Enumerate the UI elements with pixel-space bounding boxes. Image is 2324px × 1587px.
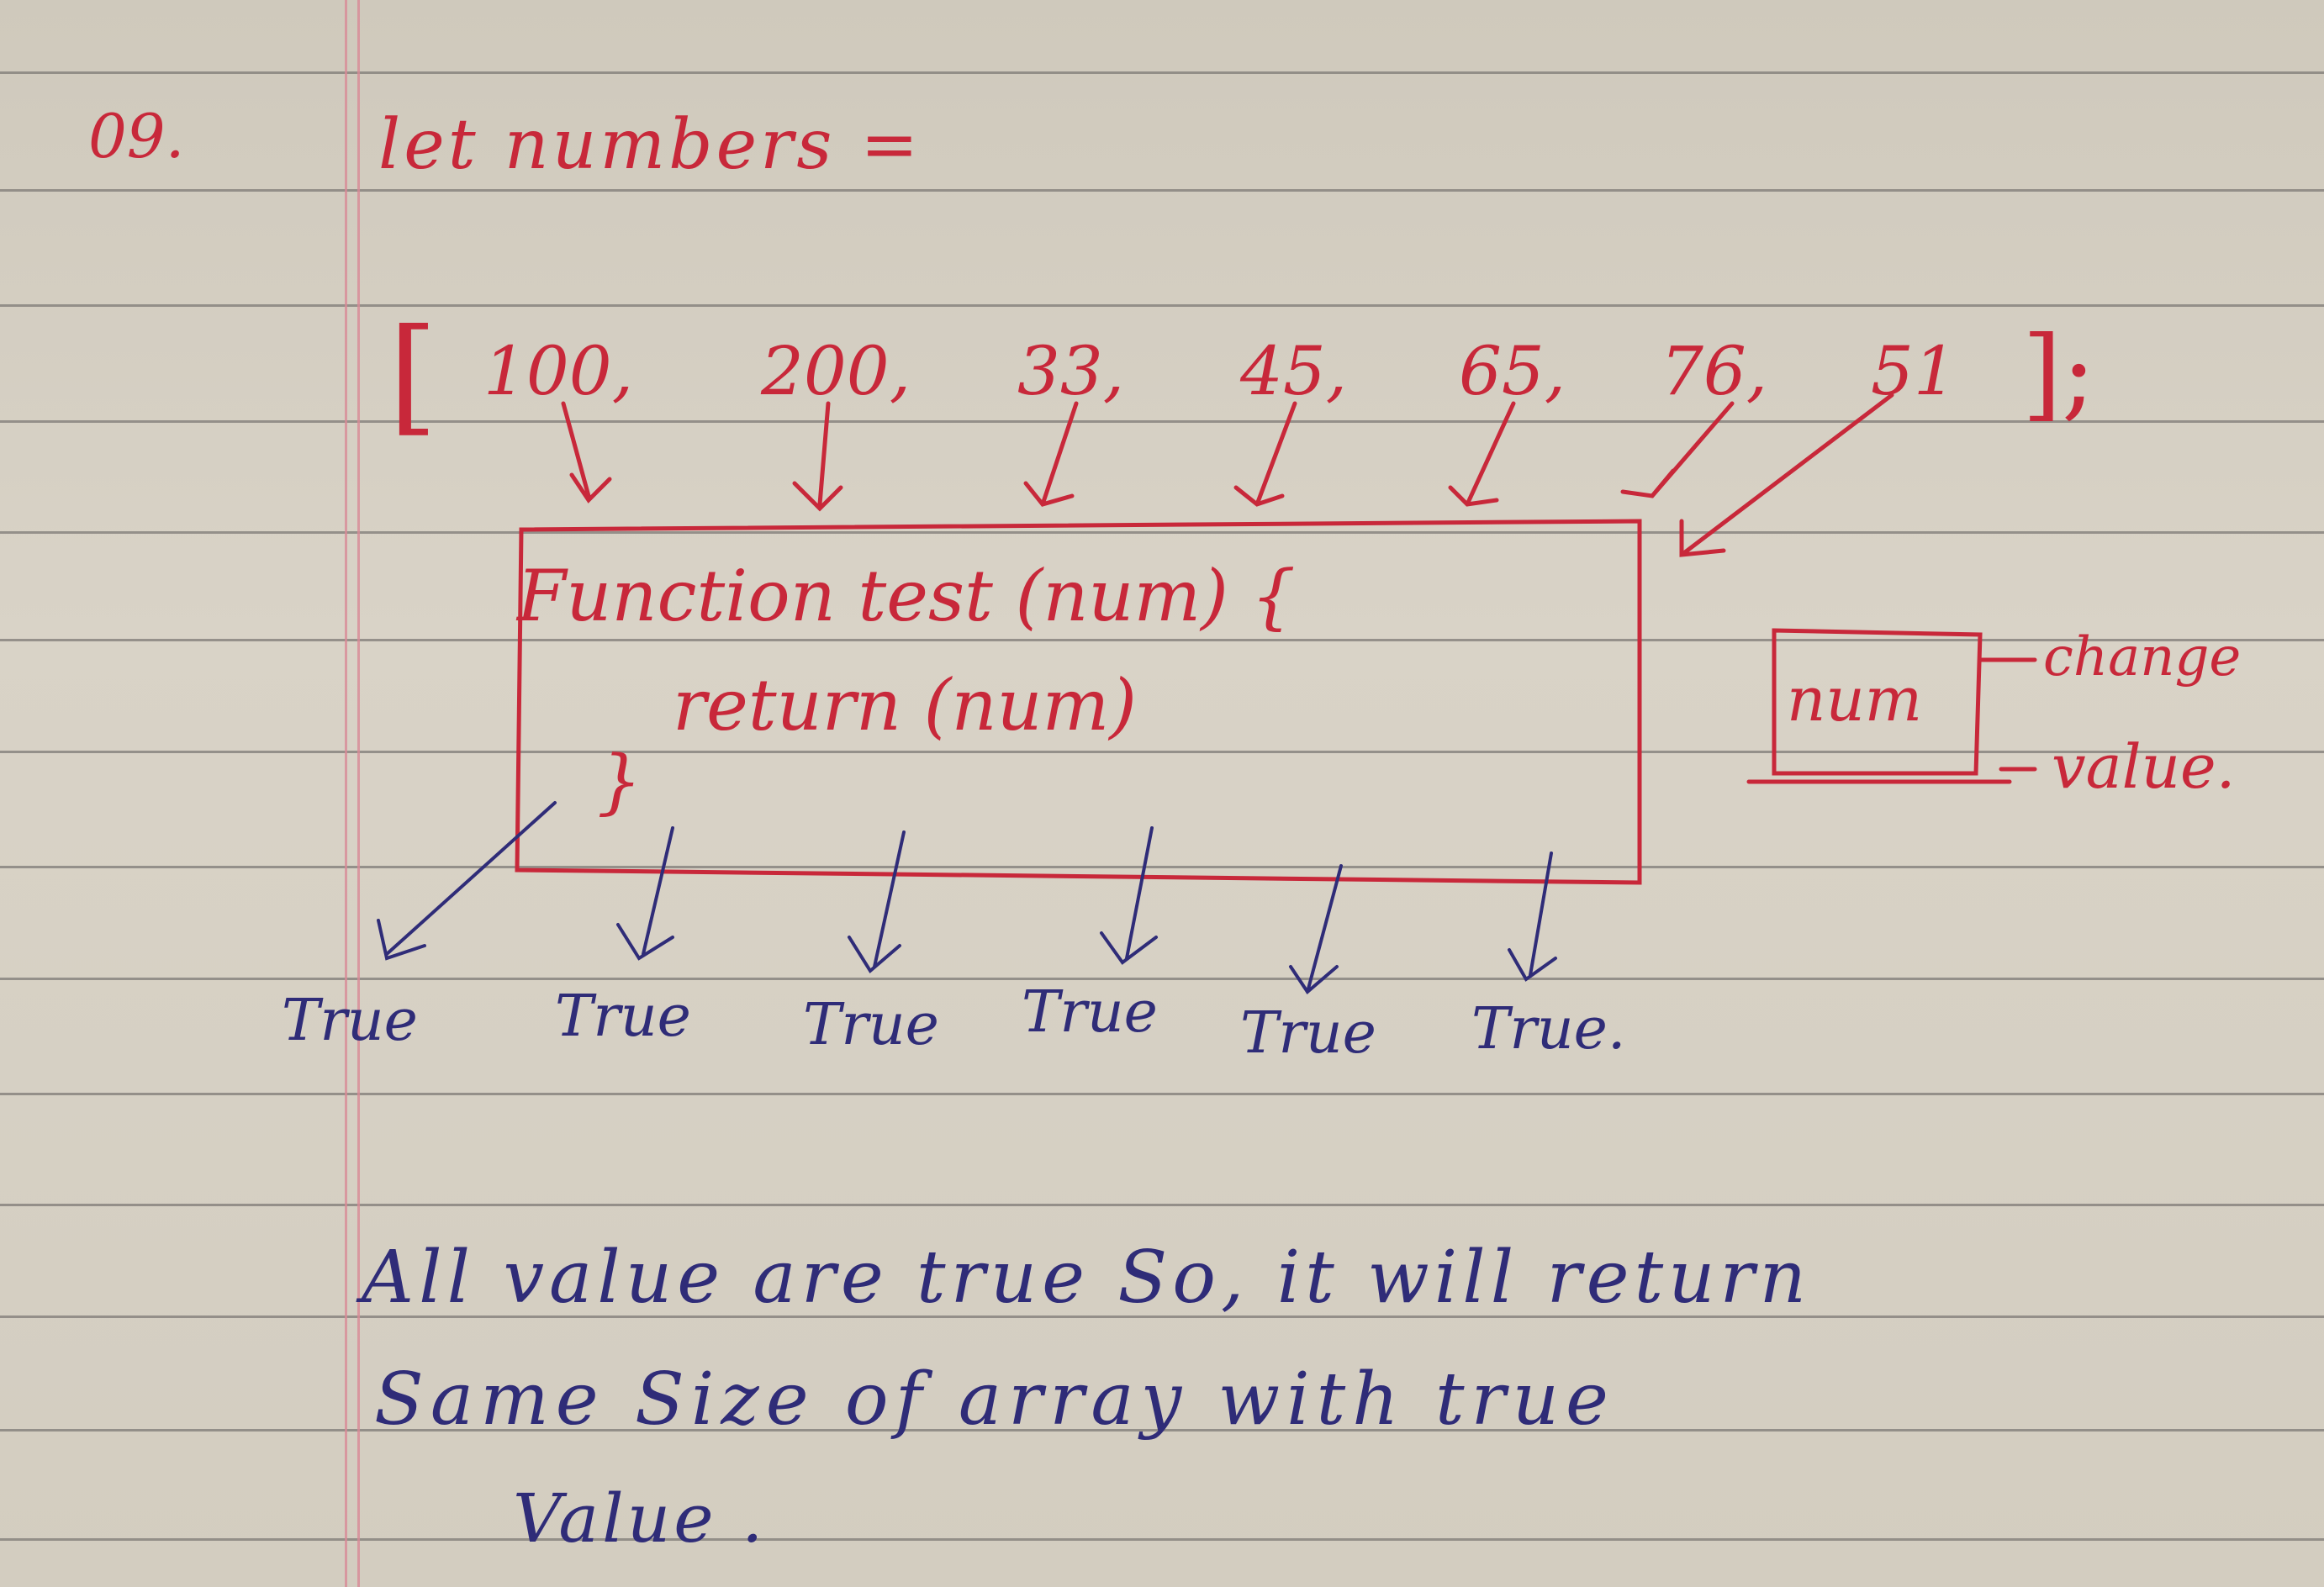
arrow-in-4 [1236,403,1295,504]
function-line-3: } [597,740,642,822]
arrow-out-6 [1509,853,1555,979]
arrow-in-3 [1026,403,1076,504]
array-value: 65, [1459,332,1566,410]
array-close-bracket: ]; [2022,315,2096,432]
array-value: 100, [483,332,634,410]
result-label: True [1022,979,1158,1046]
arrow-out-1 [378,803,555,958]
result-label: True [1240,1000,1376,1067]
arrow-in-7 [1682,395,1892,555]
result-label: True [282,988,418,1054]
array-value: 33, [1017,332,1125,410]
array-value: 200, [761,332,911,410]
arrow-in-5 [1450,403,1513,504]
array-value: 76, [1661,332,1768,410]
declaration-line: let numbers = [378,105,922,185]
conclusion-line-1: All value are true So, it will return [362,1236,1812,1320]
result-label: True [555,983,691,1050]
side-note-line-2: value. [2052,731,2236,802]
array-value: 45, [1240,332,1348,410]
result-label: True. [1471,996,1626,1062]
function-line-2: return (num) [673,664,1138,746]
arrow-out-2 [618,828,673,958]
side-note-line-1: change [2043,626,2242,688]
arrow-in-6 [1623,403,1732,496]
arrow-out-4 [1101,828,1156,962]
array-open-bracket: [ [388,303,438,449]
question-number: 09. [88,101,185,171]
conclusion-line-2: Same Size of array with true [374,1358,1615,1442]
result-label: True [803,992,939,1058]
arrow-in-2 [795,403,841,509]
function-line-1: Function test (num) { [517,555,1297,637]
arrow-out-5 [1291,866,1341,992]
side-note-box-label: num [1787,664,1923,735]
arrow-in-1 [563,403,610,500]
arrow-out-3 [849,832,904,971]
array-value: 51 [1871,332,1957,410]
conclusion-line-3: Value . [513,1479,767,1558]
